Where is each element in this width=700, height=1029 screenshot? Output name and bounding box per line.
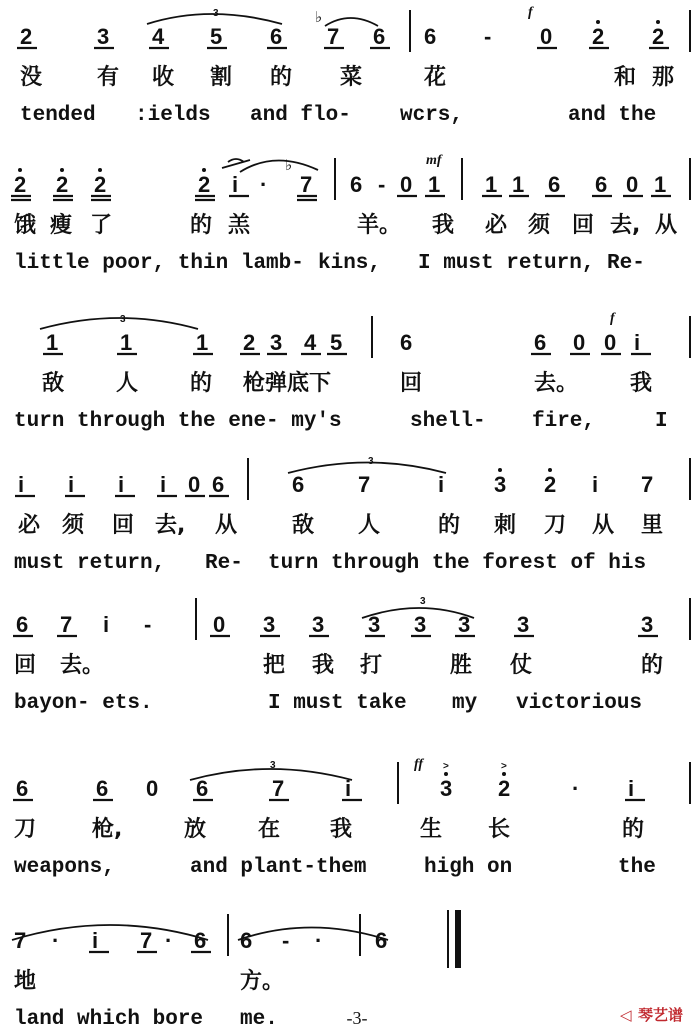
note: 5: [210, 24, 223, 49]
lyric-chinese: 须: [528, 213, 551, 238]
slurs: [12, 14, 474, 940]
lyric-english: tended: [20, 104, 96, 127]
lyric-chinese: 胜: [450, 653, 473, 678]
lyric-chinese: 没: [20, 65, 43, 90]
lyric-chinese: 回: [572, 213, 595, 238]
note: 1: [120, 330, 133, 355]
final-barline: [448, 910, 461, 968]
note: 3: [458, 612, 471, 637]
octave-dot: [60, 168, 64, 172]
note: 6: [595, 172, 608, 197]
note: 6: [96, 776, 109, 801]
note: 7: [358, 472, 371, 497]
lyric-chinese: 的: [190, 371, 213, 396]
note: i: [634, 330, 641, 355]
octave-dot: [548, 468, 552, 472]
note: 0: [400, 172, 413, 197]
lyric-chinese: 长: [488, 817, 511, 842]
note: 3: [641, 612, 654, 637]
lyric-english: kins,: [318, 252, 382, 275]
note: -: [282, 928, 290, 953]
lyric-chinese: 我: [330, 817, 353, 842]
page-number: -3-: [346, 1008, 368, 1028]
note: 1: [196, 330, 209, 355]
lyric-chinese: 去,: [610, 213, 641, 238]
lyric-english: I must take: [268, 692, 407, 715]
lyric-chinese: 从: [215, 513, 238, 538]
lyric-chinese: 和: [614, 65, 637, 90]
octave-dot: [498, 468, 502, 472]
note: 6: [373, 24, 386, 49]
octave-dot: [18, 168, 22, 172]
note: ·: [260, 172, 268, 197]
note: 7: [327, 24, 340, 49]
note: 3: [494, 472, 507, 497]
dynamic-mark: f: [528, 5, 533, 20]
lyric-chinese: 须: [62, 513, 85, 538]
lyric-english: I must return, Re-: [418, 252, 645, 275]
lyric-english: and flo-: [250, 104, 351, 127]
note: 6: [548, 172, 561, 197]
system-7: [14, 914, 387, 1029]
note: i: [345, 776, 352, 801]
note: ·: [52, 928, 60, 953]
score-systems: [11, 5, 690, 1029]
note: 3: [368, 612, 381, 637]
system-5: [13, 596, 690, 715]
lyric-english: wcrs,: [400, 104, 464, 127]
lyric-chinese: 敌: [292, 513, 315, 538]
lyric-english: high on: [424, 856, 513, 879]
note: 2: [498, 776, 511, 801]
note: i: [103, 612, 110, 637]
lyric-chinese: 把: [263, 653, 286, 678]
note: 2: [94, 172, 107, 197]
note: 2: [544, 472, 557, 497]
flat-accidental: ♭: [315, 8, 323, 26]
lyric-english: and plant-them: [190, 856, 367, 879]
octave-dot: [202, 168, 206, 172]
note: i: [438, 472, 445, 497]
note: 0: [188, 472, 201, 497]
note: 6: [16, 612, 29, 637]
note: 6: [16, 776, 29, 801]
system-2: [11, 153, 690, 275]
note: 7: [14, 928, 27, 953]
lyric-chinese: 收: [152, 65, 175, 90]
system-3: [14, 311, 690, 433]
system-6: [13, 757, 690, 879]
note: 4: [304, 330, 317, 355]
triplet-mark: 3: [213, 8, 219, 19]
lyric-chinese: 的: [641, 653, 664, 678]
dynamic-mark: ff: [414, 757, 424, 772]
note: 1: [46, 330, 59, 355]
lyric-english: land which bore: [14, 1008, 204, 1029]
lyric-chinese: 从: [655, 213, 678, 238]
note: 7: [60, 612, 73, 637]
note: 3: [440, 776, 453, 801]
octave-dot: [98, 168, 102, 172]
lyric-chinese: 那: [652, 65, 675, 90]
lyric-chinese: 我: [432, 213, 455, 238]
lyric-chinese: 打: [360, 653, 383, 678]
lyric-english: shell-: [410, 410, 486, 433]
note: -: [378, 172, 386, 197]
note: 2: [652, 24, 665, 49]
lyric-english: my: [452, 692, 478, 715]
lyric-english: turn through the ene- my's: [14, 410, 342, 433]
note: 0: [146, 776, 159, 801]
note: 2: [198, 172, 211, 197]
note: i: [160, 472, 167, 497]
note: 3: [414, 612, 427, 637]
note: 3: [270, 330, 283, 355]
note: 3: [97, 24, 110, 49]
note: 6: [292, 472, 305, 497]
accents: [443, 761, 507, 772]
lyric-chinese: 人: [116, 371, 139, 396]
lyric-english: victorious: [516, 692, 643, 715]
note: 6: [350, 172, 363, 197]
svg-text:>: >: [443, 761, 449, 772]
lyric-chinese: 饿: [14, 213, 37, 238]
note: i: [628, 776, 635, 801]
note: 6: [270, 24, 283, 49]
lyric-chinese: 回: [14, 653, 37, 678]
lyric-english: weapons,: [14, 856, 115, 879]
lyric-english: Re-: [205, 552, 243, 575]
lyric-english: bayon- ets.: [14, 692, 153, 715]
note: 0: [573, 330, 586, 355]
lyric-chinese: 刺: [494, 513, 517, 538]
note: -: [484, 24, 492, 49]
note: 2: [20, 24, 33, 49]
note: 6: [194, 928, 207, 953]
lyric-chinese: 仗: [510, 653, 533, 678]
note: 2: [56, 172, 69, 197]
note: 0: [213, 612, 226, 637]
lyric-chinese: 去。: [534, 371, 579, 396]
note: 1: [512, 172, 525, 197]
lyric-chinese: 花: [424, 65, 447, 90]
lyric-english: the: [618, 856, 656, 879]
note: 1: [485, 172, 498, 197]
note: 6: [240, 928, 253, 953]
octave-dot: [656, 20, 660, 24]
note: 7: [641, 472, 654, 497]
lyric-chinese: 瘦: [50, 213, 73, 238]
note: 7: [140, 928, 153, 953]
lyric-chinese: 必: [18, 513, 41, 538]
lyric-chinese: 菜: [340, 65, 363, 90]
lyric-english: turn through the forest of his: [268, 552, 647, 575]
note: -: [144, 612, 152, 637]
lyric-chinese: 从: [592, 513, 615, 538]
note: 6: [534, 330, 547, 355]
note: 6: [375, 928, 388, 953]
lyric-english: must return,: [14, 552, 166, 575]
triplet-mark: 3: [270, 760, 276, 771]
octave-dot: [596, 20, 600, 24]
octave-dot: [444, 772, 448, 776]
lyric-chinese: 放: [184, 817, 207, 842]
note: 3: [312, 612, 325, 637]
lyric-english: little poor, thin lamb-: [14, 252, 304, 275]
system-1: [17, 5, 690, 127]
svg-text:>: >: [501, 761, 507, 772]
note: 1: [654, 172, 667, 197]
note: ·: [572, 776, 580, 801]
note: 4: [152, 24, 165, 49]
lyric-chinese: 我: [630, 371, 653, 396]
lyric-chinese: 敌: [42, 371, 65, 396]
note: 1: [428, 172, 441, 197]
note: 7: [272, 776, 285, 801]
lyric-chinese: 去。: [60, 653, 105, 678]
lyric-english: I: [655, 410, 668, 433]
note: 3: [517, 612, 530, 637]
lyric-chinese: 刀: [14, 817, 37, 842]
note: i: [118, 472, 125, 497]
note: i: [68, 472, 75, 497]
lyric-chinese: 方。: [240, 969, 285, 994]
triplet-mark: 3: [368, 456, 374, 467]
lyric-chinese: 羊。: [357, 213, 402, 238]
note: 2: [14, 172, 27, 197]
note: 0: [540, 24, 553, 49]
lyric-chinese: 我: [312, 653, 335, 678]
lyric-chinese: 的: [622, 817, 645, 842]
lyric-chinese: 刀: [544, 513, 567, 538]
note: ·: [165, 928, 173, 953]
note: 7: [300, 172, 313, 197]
watermark-text: 琴艺谱: [638, 1006, 684, 1024]
lyric-chinese: 回: [400, 371, 423, 396]
note: i: [232, 172, 239, 197]
note: 2: [243, 330, 256, 355]
lyric-chinese: 有: [97, 65, 120, 90]
lyric-chinese: 里: [641, 513, 664, 538]
note: 6: [400, 330, 413, 355]
lyric-english: me.: [240, 1008, 278, 1029]
lyric-chinese: 的: [438, 513, 461, 538]
note: 5: [330, 330, 343, 355]
lyric-chinese: 必: [485, 213, 508, 238]
lyric-english: :ields: [135, 104, 211, 127]
note: 3: [263, 612, 276, 637]
dynamic-mark: f: [610, 311, 615, 326]
note: 2: [592, 24, 605, 49]
note: 6: [424, 24, 437, 49]
dynamic-mark: mf: [426, 153, 442, 168]
lyric-chinese: 的: [270, 65, 293, 90]
lyric-english: fire,: [532, 410, 596, 433]
triplet-mark: 3: [420, 596, 426, 607]
lyric-chinese: 枪,: [92, 817, 123, 842]
lyric-chinese: 回: [112, 513, 135, 538]
lyric-chinese: 生: [420, 817, 443, 842]
note: 6: [212, 472, 225, 497]
lyric-chinese: 去,: [155, 513, 186, 538]
lyric-chinese: 割: [210, 65, 233, 90]
note: i: [92, 928, 99, 953]
note: 0: [626, 172, 639, 197]
note: i: [592, 472, 599, 497]
lyric-chinese: 人: [358, 513, 381, 538]
lyric-chinese: 的: [190, 213, 213, 238]
system-4: [14, 456, 690, 575]
lyric-chinese: 羔: [228, 213, 251, 238]
lyric-chinese: 枪弹底下: [243, 371, 332, 396]
note: i: [18, 472, 25, 497]
lyric-chinese: 地: [14, 969, 37, 994]
octave-dot: [502, 772, 506, 776]
watermark-logo-icon: ◁: [620, 1006, 632, 1024]
note: 6: [196, 776, 209, 801]
triplet-mark: 3: [120, 314, 126, 325]
watermark: [620, 1006, 683, 1024]
lyric-chinese: 了: [90, 213, 113, 238]
lyric-chinese: 在: [258, 817, 281, 842]
note: ·: [315, 928, 323, 953]
flat-accidental: ♭: [285, 156, 293, 174]
lyric-english: and the: [568, 104, 657, 127]
note: 0: [604, 330, 617, 355]
